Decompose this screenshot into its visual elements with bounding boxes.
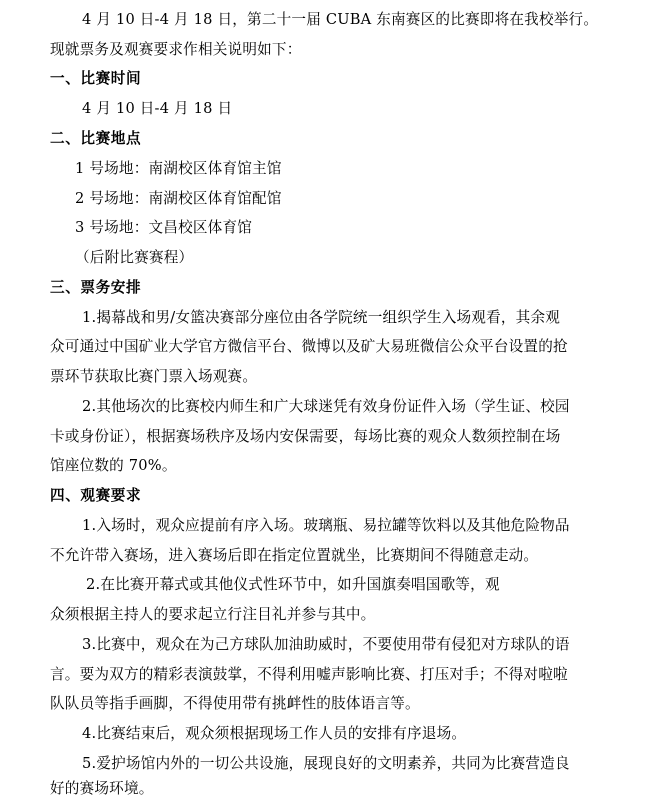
tickets-para-1-line-2: 众可通过中国矿业大学官方微信平台、微博以及矿大易班微信公众平台设置的抢 <box>50 338 568 355</box>
tickets-para-2-line-1: 2.其他场次的比赛校内师生和广大球迷凭有效身份证件入场（学生证、校园 <box>82 398 570 415</box>
rules-item-2-line-2: 众须根据主持人的要求起立行注目礼并参与其中。 <box>50 606 376 623</box>
tickets-para-2-line-3: 馆座位数的 70%。 <box>50 457 177 474</box>
rules-item-5-line-2: 好的赛场环境。 <box>50 780 154 797</box>
venue-1: 1 号场地：南湖校区体育馆主馆 <box>75 160 282 177</box>
tickets-para-1-line-1: 1.揭幕战和男/女篮决赛部分座位由各学院统一组织学生入场观看，其余观 <box>82 309 561 326</box>
section-heading-schedule-time: 一、比赛时间 <box>50 70 142 87</box>
rules-item-5-line-1: 5.爱护场馆内外的一切公共设施，展现良好的文明素养，共同为比赛营造良 <box>82 755 570 772</box>
rules-item-4: 4.比赛结束后，观众须根据现场工作人员的安排有序退场。 <box>82 725 467 742</box>
intro-line-2: 现就票务及观赛要求作相关说明如下： <box>50 41 302 58</box>
section-heading-tickets: 三、票务安排 <box>50 279 142 296</box>
tickets-para-2-line-2: 卡或身份证），根据赛场秩序及场内安保需要，每场比赛的观众人数须控制在场 <box>50 428 561 445</box>
schedule-note: （后附比赛赛程） <box>75 249 194 266</box>
rules-item-1-line-1: 1.入场时，观众应提前有序入场。玻璃瓶、易拉罐等饮料以及其他危险物品 <box>82 517 570 534</box>
tickets-para-1-line-3: 票环节获取比赛门票入场观赛。 <box>50 368 258 385</box>
rules-item-3-line-1: 3.比赛中，观众在为己方球队加油助威时，不要使用带有侵犯对方球队的语 <box>82 636 570 653</box>
section-heading-viewing-rules: 四、观赛要求 <box>50 487 142 504</box>
intro-line-1: 4 月 10 日-4 月 18 日，第二十一届 CUBA 东南赛区的比赛即将在我校举行。 <box>82 11 599 28</box>
schedule-dates: 4 月 10 日-4 月 18 日 <box>82 100 233 117</box>
rules-item-1-line-2: 不允许带入赛场，进入赛场后即在指定位置就坐，比赛期间不得随意走动。 <box>50 547 539 564</box>
rules-item-2-line-1: 2.在比赛开幕式或其他仪式性环节中，如升国旗奏唱国歌等，观 <box>86 576 500 593</box>
rules-item-3-line-3: 队队员等指手画脚，不得使用带有挑衅性的肢体语言等。 <box>50 695 420 712</box>
venue-3: 3 号场地：文昌校区体育馆 <box>75 219 253 236</box>
venue-2: 2 号场地：南湖校区体育馆配馆 <box>75 190 282 207</box>
rules-item-3-line-2: 言。要为双方的精彩表演鼓掌，不得利用嘘声影响比赛、打压对手；不得对啦啦 <box>50 666 568 683</box>
section-heading-venues: 二、比赛地点 <box>50 130 142 147</box>
